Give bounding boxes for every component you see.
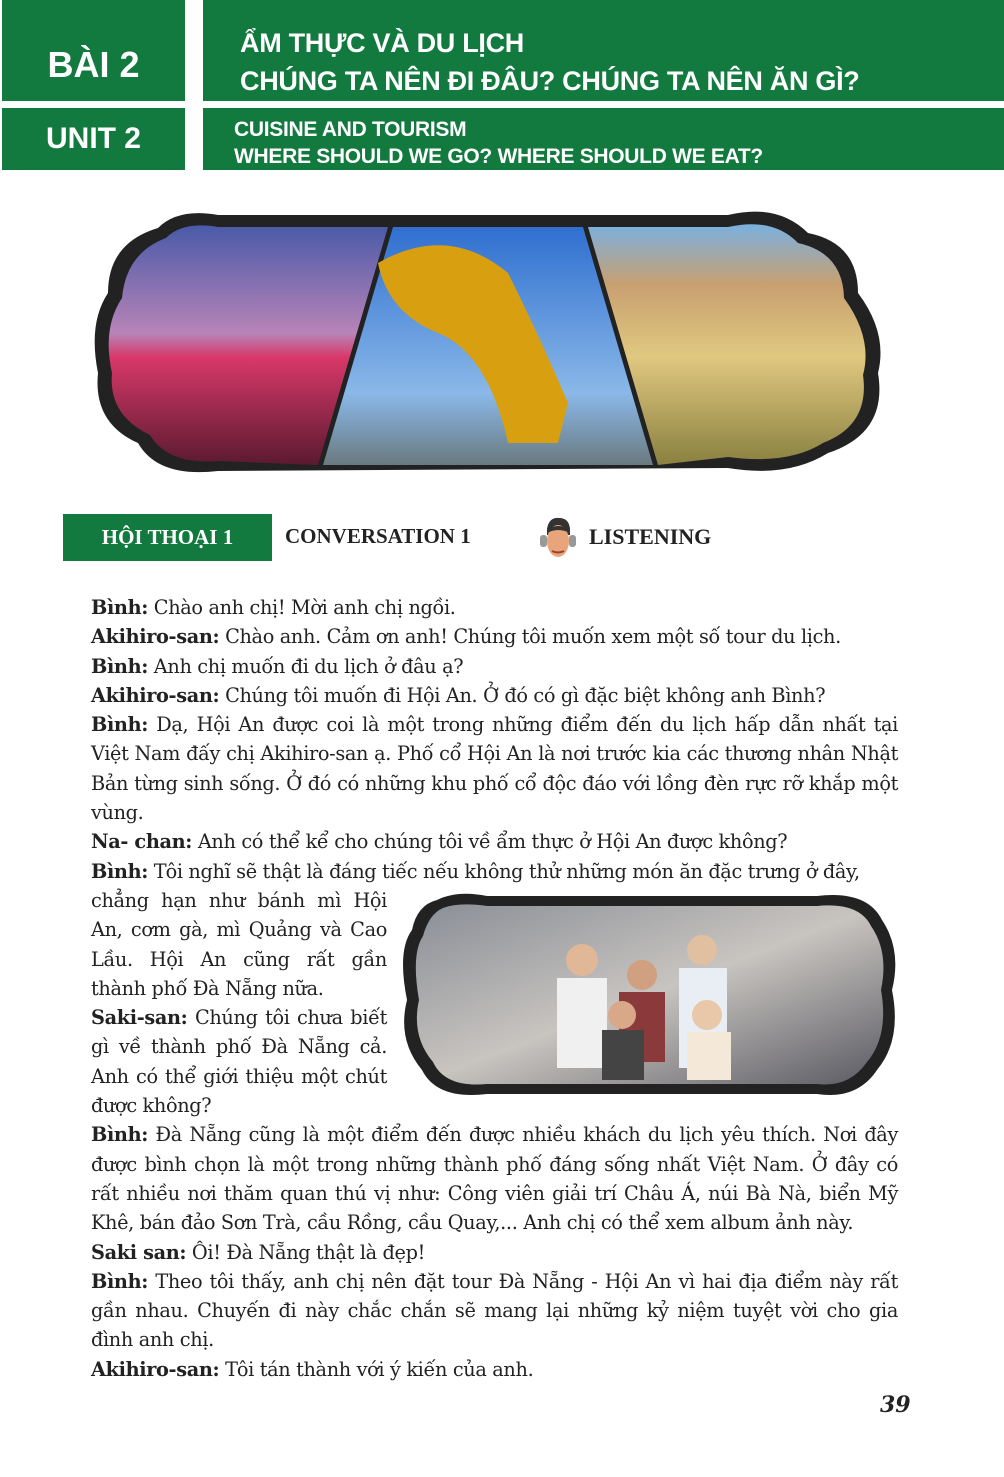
utterance: Ôi! Đà Nẵng thật là đẹp! [186, 1240, 426, 1264]
tab-hoi-thoai: HỘI THOẠI 1 [63, 514, 272, 561]
title-vi-line-1: ẨM THỰC VÀ DU LỊCH [240, 28, 524, 58]
speaker: Bình: [91, 713, 149, 737]
utterance: Chào anh. Cảm ơn anh! Chúng tôi muốn xem một số tour du lịch. [219, 625, 841, 649]
utterance: Chúng tôi muốn đi Hội An. Ở đó có gì đặc biệt không anh Bình? [219, 683, 826, 707]
utterance: Tôi tán thành với ý kiến của anh. [219, 1357, 534, 1381]
section-header [63, 514, 763, 562]
page-number: 39 [880, 1392, 911, 1418]
title-en-line-1: CUISINE AND TOURISM [234, 118, 467, 141]
speaker: Akihiro-san: [91, 1357, 220, 1381]
utterance: Anh có thể kể cho chúng tôi về ẩm thực ở Hội An được không? [192, 830, 788, 854]
utterance: Anh chị muốn đi du lịch ở đâu ạ? [148, 654, 464, 678]
group-photo [397, 890, 902, 1100]
speaker: Na- chan: [91, 830, 193, 854]
lesson-title [203, 0, 1004, 101]
title-vi-line-2: CHÚNG TA NÊN ĐI ĐÂU? CHÚNG TA NÊN ĂN GÌ? [240, 66, 860, 96]
utterance: Chúng tôi chưa biết gì về thành phố Đà Nẵng cả. Anh có thể giới thiệu một chút được không? [91, 1006, 387, 1118]
speaker: Bình: [91, 654, 149, 678]
dialogue-line [91, 857, 898, 886]
title-en-line-2: WHERE SHOULD WE GO? WHERE SHOULD WE EAT? [234, 145, 763, 168]
dialogue-line [91, 622, 898, 651]
dialogue-line [91, 827, 898, 856]
conversation-label: CONVERSATION 1 [285, 524, 471, 548]
speaker: Akihiro-san: [91, 625, 220, 649]
speaker: Saki san: [91, 1240, 187, 1264]
dialogue-line [91, 681, 898, 710]
speaker: Bình: [91, 859, 149, 883]
dialogue-line [91, 710, 898, 827]
dialogue-line [91, 593, 898, 622]
speaker: Bình: [91, 1123, 149, 1147]
utterance: chẳng hạn như bánh mì Hội An, cơm gà, mì Quảng và Cao Lầu. Hội An cũng rất gần thành phố Đà Nẵng nữa. [91, 888, 387, 1000]
speaker: Bình: [91, 596, 149, 619]
unit-title [203, 108, 1004, 170]
speaker: Saki-san: [91, 1006, 188, 1030]
lesson-label: BÀI 2 [2, 0, 185, 101]
dialogue-line [91, 1267, 898, 1355]
utterance: Tôi nghĩ sẽ thật là đáng tiếc nếu không thử những món ăn đặc trưng ở đây, [148, 859, 860, 883]
utterance: Chào anh chị! Mời anh chị ngồi. [148, 596, 456, 619]
utterance: Dạ, Hội An được coi là một trong những điểm đến du lịch hấp dẫn nhất tại Việt Nam đấy chị Akihiro-san ạ. Phố cổ Hội An là nơi trước kia các thương nhân Nhật Bản từng sinh sống. Ở đó có những khu phố cổ độc đáo với lồng đèn rực rỡ khắp một vùng. [91, 713, 898, 825]
dialogue-line [91, 1238, 898, 1267]
dialogue-line [91, 1355, 898, 1384]
unit-label: UNIT 2 [2, 108, 185, 170]
dialogue [91, 593, 898, 1384]
banner-photo-collage [88, 203, 888, 478]
dialogue-line [91, 652, 898, 681]
speaker: Bình: [91, 1269, 149, 1293]
speaker: Akihiro-san: [91, 683, 220, 707]
listening-label: LISTENING [589, 524, 712, 549]
utterance: Đà Nẵng cũng là một điểm đến được nhiều khách du lịch yêu thích. Nơi đây được bình chọn là một trong những thành phố đáng sống nhất Việt Nam. Ở đây có rất nhiều nơi thăm quan thú vị như: Công viên giải trí Châu Á, núi Bà Nà, biển Mỹ Khê, bán đảo Sơn Trà, cầu Rồng, cầu Quay,... Anh chị có thể xem album ảnh này. [91, 1123, 898, 1235]
headphones-man-icon[interactable] [537, 515, 579, 561]
dialogue-line [91, 1120, 898, 1237]
utterance: Theo tôi thấy, anh chị nên đặt tour Đà Nẵng - Hội An vì hai địa điểm này rất gần nhau. Chuyến đi này chắc chắn sẽ mang lại những kỷ niệm tuyệt vời cho gia đình anh chị. [91, 1269, 898, 1352]
